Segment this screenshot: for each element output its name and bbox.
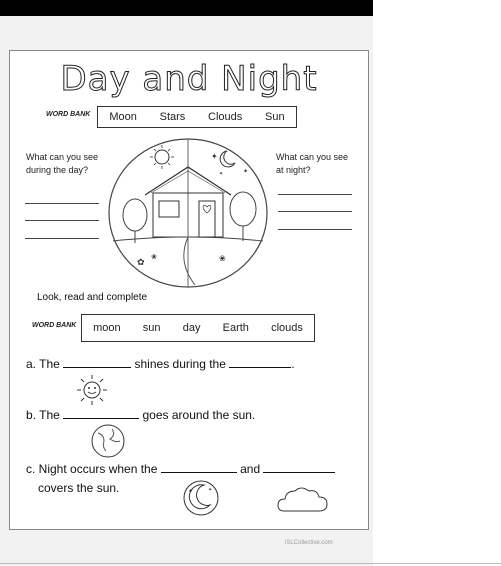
sentence-text: b. The (26, 408, 60, 422)
sentence-a (26, 357, 295, 371)
fill-blank[interactable] (263, 462, 335, 473)
word-bank-2 (81, 314, 315, 342)
instruction: Look, read and complete (37, 292, 148, 303)
word-bank-label: WORD BANK (32, 322, 77, 329)
answer-line[interactable] (278, 229, 352, 230)
question-day: What can you see during the day? (26, 152, 99, 175)
moon-icon (182, 479, 220, 517)
top-black-bar (0, 0, 373, 16)
svg-text:✦: ✦ (188, 489, 194, 495)
cloud-icon (276, 483, 332, 517)
bottom-divider (0, 563, 501, 564)
right-blank-area (373, 0, 501, 566)
sentence-text: c. Night occurs when the (26, 462, 158, 476)
day-night-illustration (107, 137, 269, 289)
sentence-text: . (291, 357, 295, 371)
fill-blank[interactable] (161, 462, 237, 473)
answer-line[interactable] (278, 211, 352, 212)
worksheet (9, 50, 369, 530)
word-bank-word: Stars (159, 111, 186, 123)
word-bank-word: clouds (271, 322, 303, 334)
sentence-text: goes around the sun. (142, 408, 256, 422)
word-bank-label: WORD BANK (46, 111, 91, 118)
sentence-text: a. The (26, 357, 60, 371)
svg-text:✦: ✦ (219, 171, 224, 177)
answer-line[interactable] (25, 203, 99, 204)
fill-blank[interactable] (63, 357, 131, 368)
word-bank-word: Earth (222, 322, 249, 334)
answer-line[interactable] (25, 238, 99, 239)
sentence-b (26, 408, 255, 422)
word-bank-word: sun (142, 322, 161, 334)
svg-text:❀: ❀ (151, 254, 157, 261)
word-bank-word: day (182, 322, 201, 334)
answer-line[interactable] (278, 194, 352, 195)
sentence-c-continued: covers the sun. (38, 481, 120, 495)
worksheet-title: Day and Night (60, 59, 318, 99)
fill-blank[interactable] (63, 408, 139, 419)
word-bank-1 (97, 106, 297, 128)
word-bank-word: Clouds (208, 111, 243, 123)
answer-line[interactable] (25, 220, 99, 221)
word-bank-word: Moon (109, 111, 137, 123)
question-night: What can you see at night? (276, 152, 349, 175)
svg-text:❀: ❀ (219, 254, 226, 263)
watermark: iSLCollective.com (285, 540, 333, 546)
sentence-text: shines during the (134, 357, 226, 371)
svg-text:✿: ✿ (137, 257, 145, 267)
sentence-c (26, 462, 335, 476)
sentence-text: and (240, 462, 261, 476)
earth-icon (90, 423, 126, 459)
word-bank-word: Sun (265, 111, 285, 123)
svg-text:✦: ✦ (243, 169, 249, 175)
word-bank-word: moon (93, 322, 121, 334)
svg-text:✦: ✦ (211, 152, 218, 161)
svg-text:✦: ✦ (208, 487, 213, 493)
fill-blank[interactable] (229, 357, 291, 368)
sun-icon (74, 373, 110, 407)
